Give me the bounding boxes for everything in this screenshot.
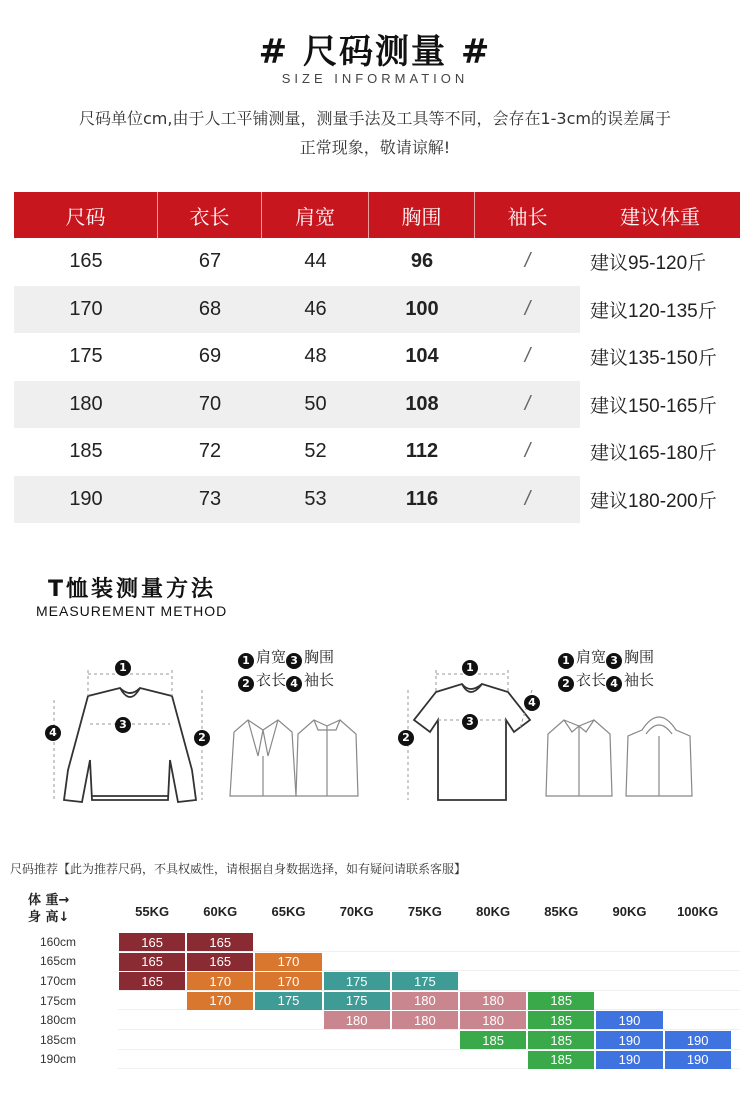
marker-1: 1 xyxy=(115,660,131,676)
table-row xyxy=(14,428,580,476)
recommended-size-cell: 190 xyxy=(665,1051,731,1069)
legend-label: 衣长 xyxy=(256,671,287,689)
table-row xyxy=(14,286,580,334)
legend-label: 袖长 xyxy=(304,671,335,689)
recommended-size-cell: 165 xyxy=(119,972,185,990)
cell-weight: 建议95-120斤 xyxy=(590,253,707,275)
cell-sleeve: / xyxy=(524,345,531,368)
weight-header: 65KG xyxy=(271,903,306,919)
recommendation-caption: 尺码推荐【此为推荐尺码，不具权威性，请根据自身数据选择，如有疑问请联系客服】 xyxy=(10,862,467,876)
cell-chest: 108 xyxy=(405,392,439,415)
weight-header: 100KG xyxy=(677,903,719,919)
size-table xyxy=(14,192,580,523)
recommended-size-cell: 190 xyxy=(596,1051,662,1069)
size-table-header xyxy=(14,192,580,238)
recommended-size-cell: 165 xyxy=(119,953,185,971)
legend-label: 肩宽 xyxy=(256,648,287,666)
recommended-size-cell: 185 xyxy=(528,1051,594,1069)
cell-chest: 96 xyxy=(410,250,434,273)
height-row-label: 180cm xyxy=(40,1013,77,1028)
marker-4: 4 xyxy=(45,725,61,741)
table-row xyxy=(14,333,580,381)
col-header-sleeve: 袖长 xyxy=(507,204,548,229)
legend-marker: 2 xyxy=(238,676,254,692)
weight-header: 55KG xyxy=(135,903,170,919)
marker-3: 3 xyxy=(115,717,131,733)
cell-sleeve: / xyxy=(524,250,531,273)
legend-right xyxy=(558,646,654,692)
notice-line-1: 尺码单位cm,由于人工平铺测量，测量手法及工具等不同，会存在1-3cm的误差属于 xyxy=(79,109,671,128)
recommended-size-cell: 165 xyxy=(119,933,185,951)
recommended-size-cell: 180 xyxy=(460,992,526,1010)
cell-shoulder: 53 xyxy=(304,487,327,510)
weight-header: 85KG xyxy=(544,903,579,919)
recommended-size-cell: 190 xyxy=(596,1031,662,1049)
recommended-size-cell: 190 xyxy=(665,1031,731,1049)
blazer-sketch xyxy=(228,716,298,802)
recommended-size-cell: 175 xyxy=(392,972,458,990)
weight-header: 75KG xyxy=(407,903,442,919)
recommended-size-cell: 175 xyxy=(324,972,390,990)
legend-label: 肩宽 xyxy=(576,648,607,666)
recommended-size-cell: 170 xyxy=(255,972,321,990)
cell-chest: 116 xyxy=(405,487,439,510)
cell-shoulder: 44 xyxy=(304,250,327,273)
measurement-figures xyxy=(0,630,750,830)
cell-shoulder: 48 xyxy=(304,345,327,368)
cell-shoulder: 46 xyxy=(304,297,327,320)
weight-header: 60KG xyxy=(203,903,238,919)
legend-marker: 3 xyxy=(606,653,622,669)
height-row-label: 175cm xyxy=(40,993,77,1008)
table-row xyxy=(14,381,580,429)
cell-length: 70 xyxy=(198,392,222,415)
cell-shoulder: 50 xyxy=(304,392,327,415)
weight-header: 90KG xyxy=(612,903,647,919)
col-header-shoulder: 肩宽 xyxy=(262,192,369,238)
legend-marker: 3 xyxy=(286,653,302,669)
cell-chest: 100 xyxy=(405,297,439,320)
weight-header: 80KG xyxy=(476,903,511,919)
legend-label: 袖长 xyxy=(624,671,655,689)
cell-sleeve: / xyxy=(524,487,531,510)
legend-marker: 4 xyxy=(606,676,622,692)
cell-length: 73 xyxy=(198,487,222,510)
corner-height-label: 身 高↓ xyxy=(28,910,70,925)
legend-marker: 1 xyxy=(558,653,574,669)
legend-label: 胸围 xyxy=(304,648,335,666)
corner-weight-label: 体 重→ xyxy=(28,893,70,908)
recommended-size-cell: 185 xyxy=(528,1011,594,1029)
cell-sleeve: / xyxy=(524,440,531,463)
cell-sleeve: / xyxy=(524,297,531,320)
cell-size: 180 xyxy=(69,392,103,415)
cell-size: 185 xyxy=(69,440,103,463)
cell-sleeve: / xyxy=(524,392,531,415)
recommended-size-cell: 185 xyxy=(460,1031,526,1049)
recommended-size-cell: 180 xyxy=(392,1011,458,1029)
marker-3: 3 xyxy=(462,714,478,730)
cell-length: 67 xyxy=(198,250,222,273)
grid-corner-label xyxy=(28,892,69,926)
long-sleeve-diagram xyxy=(40,650,220,830)
size-recommendation-grid xyxy=(14,890,740,1070)
col-header-length: 衣长 xyxy=(158,192,262,238)
hoodie-sketch xyxy=(622,710,696,802)
cell-size: 170 xyxy=(69,297,103,320)
recommended-size-cell: 175 xyxy=(324,992,390,1010)
col-header-chest: 胸围 xyxy=(369,192,475,238)
weight-header: 70KG xyxy=(339,903,374,919)
jacket-sketch xyxy=(292,716,362,802)
measurement-title: T恤装测量方法 xyxy=(48,577,217,602)
cell-weight: 建议165-180斤 xyxy=(590,443,717,465)
cell-length: 72 xyxy=(198,440,222,463)
recommended-size-cell: 180 xyxy=(460,1011,526,1029)
measurement-subtitle: MEASUREMENT METHOD xyxy=(36,603,228,619)
cell-weight: 建议150-165斤 xyxy=(590,395,717,417)
recommended-size-cell: 165 xyxy=(187,933,253,951)
recommended-size-cell: 170 xyxy=(187,972,253,990)
height-row-label: 170cm xyxy=(40,973,77,988)
marker-2: 2 xyxy=(194,730,210,746)
recommended-size-cell: 180 xyxy=(324,1011,390,1029)
measurement-notice xyxy=(30,104,720,162)
table-row xyxy=(14,238,580,286)
cell-weight: 建议180-200斤 xyxy=(590,490,717,512)
cell-length: 69 xyxy=(198,345,222,368)
legend-left xyxy=(238,646,334,692)
notice-line-2: 正常现象，敬请谅解! xyxy=(299,138,451,157)
recommended-size-cell: 170 xyxy=(187,992,253,1010)
cell-size: 175 xyxy=(69,345,103,368)
cell-shoulder: 52 xyxy=(304,440,327,463)
recommended-size-cell: 170 xyxy=(255,953,321,971)
legend-marker: 1 xyxy=(238,653,254,669)
marker-4: 4 xyxy=(524,695,540,711)
cell-length: 68 xyxy=(198,297,222,320)
legend-label: 衣长 xyxy=(576,671,607,689)
recommended-size-cell: 180 xyxy=(392,992,458,1010)
height-row-label: 190cm xyxy=(40,1052,77,1067)
recommended-size-cell: 175 xyxy=(255,992,321,1010)
page-title: # 尺码测量 # xyxy=(258,32,492,72)
recommended-size-cell: 185 xyxy=(528,1031,594,1049)
tshirt-diagram xyxy=(392,650,552,830)
recommended-size-cell: 165 xyxy=(187,953,253,971)
marker-1: 1 xyxy=(462,660,478,676)
cell-weight: 建议135-150斤 xyxy=(590,348,717,370)
cell-size: 165 xyxy=(69,250,103,273)
legend-label: 胸围 xyxy=(624,648,655,666)
cell-chest: 104 xyxy=(405,345,439,368)
page-subtitle: SIZE INFORMATION xyxy=(281,71,469,86)
weight-column xyxy=(580,192,740,523)
table-row xyxy=(14,476,580,524)
cell-weight: 建议120-135斤 xyxy=(590,300,717,322)
col-header-weight: 建议体重 xyxy=(580,192,740,238)
cell-chest: 112 xyxy=(405,440,439,463)
height-row-label: 160cm xyxy=(40,934,77,949)
cell-size: 190 xyxy=(69,487,103,510)
height-row-label: 165cm xyxy=(40,954,77,969)
recommended-size-cell: 185 xyxy=(528,992,594,1010)
marker-2: 2 xyxy=(398,730,414,746)
legend-marker: 4 xyxy=(286,676,302,692)
col-header-size: 尺码 xyxy=(14,192,158,238)
shirt-sketch xyxy=(542,716,616,802)
height-row-label: 185cm xyxy=(40,1032,77,1047)
legend-marker: 2 xyxy=(558,676,574,692)
recommended-size-cell: 190 xyxy=(596,1011,662,1029)
